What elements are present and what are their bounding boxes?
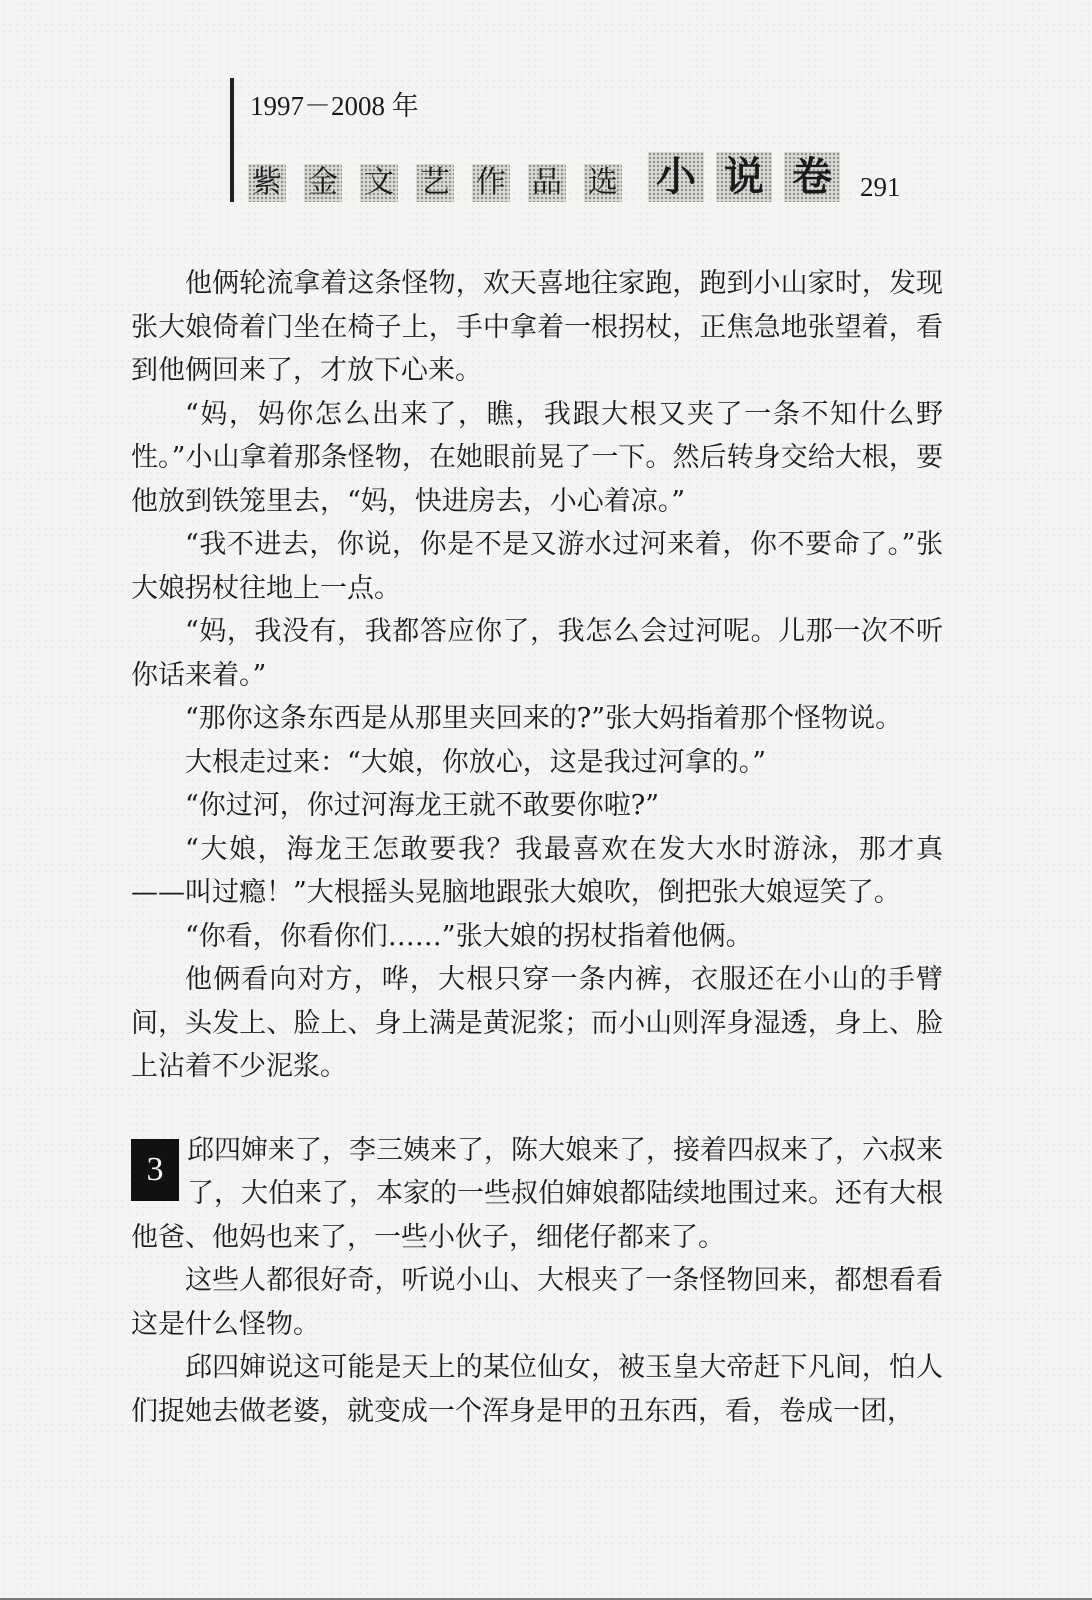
paragraph: 大根走过来：“大娘，你放心，这是我过河拿的。” — [185, 746, 767, 778]
page-number: 291 — [860, 172, 901, 202]
body-text — [131, 262, 943, 1433]
paragraph: 他俩看向对方，哗，大根只穿一条内裤，衣服还在小山的手臂间，头发上、脸上、身上满是黄泥浆；而小山则浑身湿透，身上、脸上沾着不少泥浆。 — [131, 964, 943, 1082]
header-years: 1997－2008 年 — [250, 91, 419, 121]
paragraph: 这些人都很好奇，听说小山、大根夹了一条怪物回来，都想看看这是什么怪物。 — [131, 1265, 943, 1340]
section-opening-paragraph — [131, 1129, 943, 1260]
volume-title-char: 卷 — [784, 152, 840, 202]
section-break — [131, 1089, 943, 1129]
header-title-row — [248, 152, 901, 202]
series-title-char: 品 — [528, 164, 566, 202]
paragraph: “妈，我没有，我都答应你了，我怎么会过河呢。儿那一次不听你话来着。” — [131, 616, 943, 691]
series-title-char: 金 — [304, 164, 342, 202]
paragraph: “妈，妈你怎么出来了，瞧，我跟大根又夹了一条不知什么野性。”小山拿着那条怪物，在她眼前晃了一下。然后转身交给大根，要他放到铁笼里去，“妈，快进房去，小心着凉。” — [131, 398, 943, 517]
series-title-char: 文 — [360, 164, 398, 202]
volume-title — [648, 152, 852, 202]
running-header — [230, 78, 950, 206]
paragraph: “大娘，海龙王怎敢要我？我最喜欢在发大水时游泳，那才真——叫过瘾！”大根摇头晃脑地跟张大娘吹，倒把张大娘逗笑了。 — [131, 833, 943, 908]
volume-title-char: 说 — [716, 152, 772, 202]
paragraph: “那你这条东西是从那里夹回来的?”张大妈指着那个怪物说。 — [185, 703, 903, 734]
header-vertical-rule — [230, 78, 234, 202]
series-title-char: 紫 — [248, 164, 286, 202]
series-title-char: 作 — [472, 164, 510, 202]
paragraph: 邱四婶说这可能是天上的某位仙女，被玉皇大帝赶下凡间，怕人们捉她去做老婆，就变成一个浑身是甲的丑东西，看，卷成一团， — [131, 1352, 943, 1427]
paragraph: “你过河，你过河海龙王就不敢要你啦?” — [185, 790, 660, 821]
paragraph: 他俩轮流拿着这条怪物，欢天喜地往家跑，跑到小山家时，发现张大娘倚着门坐在椅子上，手中拿着一根拐杖，正焦急地张望着，看到他俩回来了，才放下心来。 — [131, 268, 943, 386]
series-title-char: 选 — [584, 164, 622, 202]
paragraph: “你看，你看你们……”张大娘的拐杖指着他俩。 — [185, 920, 753, 952]
paragraph: “我不进去，你说，你是不是又游水过河来着，你不要命了。”张大娘拐杖往地上一点。 — [131, 529, 943, 604]
section-number-badge: 3 — [131, 1139, 179, 1201]
section-opening-text: 邱四婶来了，李三姨来了，陈大娘来了，接着四叔来了，六叔来了，大伯来了，本家的一些叔伯婶娘都陆续地围过来。还有大根他爸、他妈也来了，一些小伙子，细佬仔都来了。 — [131, 1134, 943, 1253]
volume-title-char: 小 — [648, 152, 704, 202]
series-title-char: 艺 — [416, 164, 454, 202]
